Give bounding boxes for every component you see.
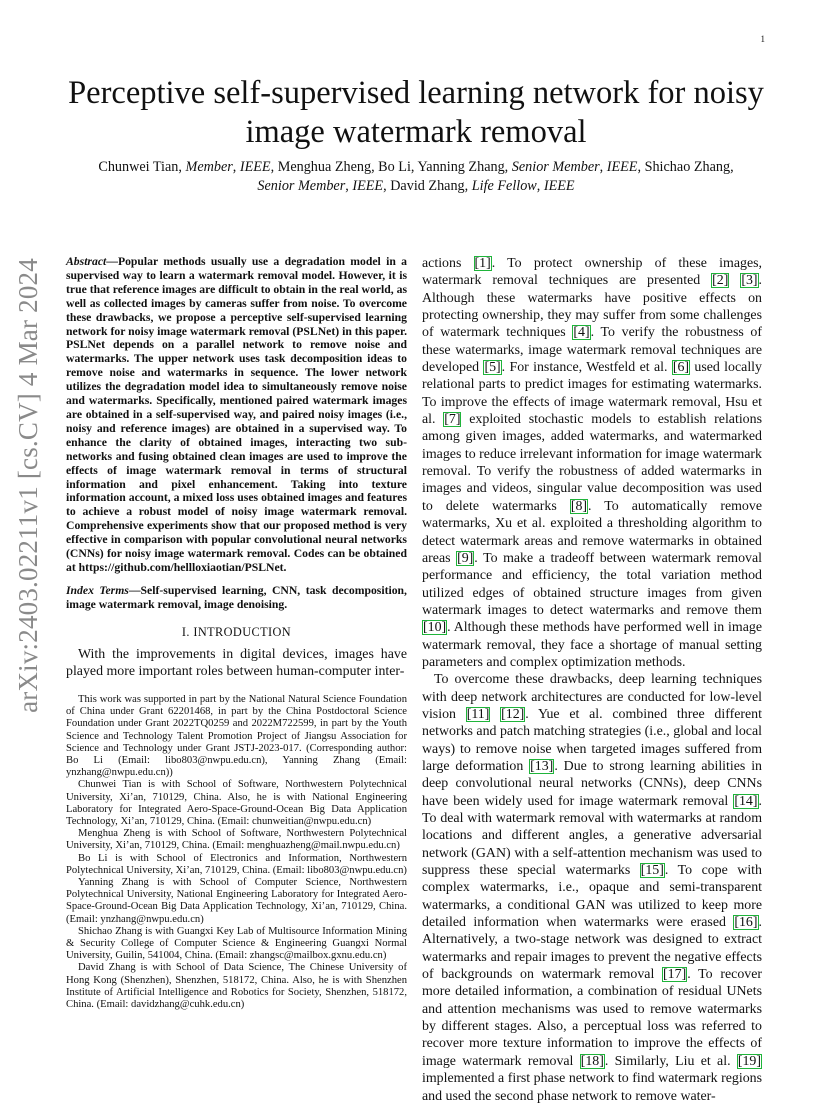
body-text: actions xyxy=(422,256,474,271)
author-org: IEEE xyxy=(352,178,384,194)
author-role: Member xyxy=(185,159,233,175)
body-text: . To verify the robustness of these watermarks, image watermark removal techniques are developed xyxy=(422,325,763,376)
author-org: IEEE xyxy=(543,178,575,194)
citation-link[interactable]: [11] xyxy=(466,706,490,722)
body-text: To overcome these drawbacks, deep learning techniques with deep network architectures are conducted for low-level vision xyxy=(422,672,762,722)
footnote: Bo Li is with School of Electronics and Information, Northwestern Polytechnical University, Xi’an, 710129, China. (Email: libo803@nwpu.edu.cn) xyxy=(66,852,407,876)
page-number: 1 xyxy=(760,34,765,44)
body-paragraph xyxy=(422,255,762,671)
author-names: Menghua Zheng, Bo Li, Yanning Zhang, xyxy=(277,159,512,175)
body-text: . To automatically remove watermarks, Xu et al. exploited a thresholding algorithm to detect watermark areas and remove watermarks in obtained areas xyxy=(422,498,762,566)
body-text: . To make a tradeoff between watermark removal performance and efficiency, the total variation method utilized edges of obtained structure images from given watermark images to detect watermarks and remove them xyxy=(422,550,762,618)
index-terms xyxy=(66,584,407,612)
citation-link[interactable]: [5] xyxy=(484,360,501,376)
citation-link[interactable]: [12] xyxy=(501,706,525,722)
body-text: exploited stochastic models to establish relations among given images, added watermarks, and watermarked images to reduce irrelevant information for image watermark removal. To verify the robustness of added watermarks in images and videos, singular value decomposition was used to delete watermarks xyxy=(422,412,762,514)
author-zhang-david: David Zhang, xyxy=(390,178,472,194)
left-column xyxy=(66,255,407,1011)
citation-link[interactable]: [8] xyxy=(570,498,588,514)
citation-link[interactable]: [15] xyxy=(640,863,664,879)
author-tian: Chunwei Tian, xyxy=(98,159,186,175)
citation-link[interactable]: [6] xyxy=(672,360,690,376)
body-text: . To cope with complex watermarks, i.e., opaque and semi-transparent watermarks, a conditional GAN was utilized to keep more detailed information when watermarks were erased xyxy=(422,863,762,931)
citation-link[interactable]: [10] xyxy=(423,620,447,636)
body-text xyxy=(729,273,740,288)
author-role: Senior Member xyxy=(511,159,600,175)
citation-link[interactable]: [17] xyxy=(663,967,687,983)
author-role: Life Fellow xyxy=(471,178,537,194)
footnote: Yanning Zhang is with School of Computer Science, Northwestern Polytechnical University, National Engineering Laboratory for Integrated Aero-Space-Ground-Ocean Big Data Application Technology, Xi’an, 710129, China. (Email: ynzhang@nwpu.edu.cn) xyxy=(66,877,407,925)
citation-link[interactable]: [7] xyxy=(444,412,461,428)
citation-link[interactable]: [18] xyxy=(580,1053,604,1069)
body-text: . Although these methods have performed well in image watermark removal, they face a shortage of manual setting parameters and complex optimization methods. xyxy=(422,620,762,670)
abstract-label: Abstract xyxy=(66,255,107,268)
right-column xyxy=(422,255,762,1105)
body-text: . Yue et al. combined three different networks and patch matching strategies (i.e., global and local ways) to remove noise when targeted images suffered from large deformation xyxy=(422,706,762,774)
paper-title: Perceptive self-supervised learning network for noisy image watermark removal xyxy=(68,75,764,150)
author-org: IEEE xyxy=(239,159,271,175)
author-role: Senior Member xyxy=(257,178,346,194)
footnote: David Zhang is with School of Data Science, The Chinese University of Hong Kong (Shenzhen), Shenzhen, 518172, China. Also, he is with Shenzhen Institute of Artificial Intelligence and Robotics for Society, Shenzhen, 518172, China. (Email: davidzhang@cuhk.edu.cn) xyxy=(66,962,407,1011)
citation-link[interactable]: [2] xyxy=(712,273,729,289)
body-text: . For instance, Westfeld et al. xyxy=(501,360,672,376)
citation-link[interactable]: [16] xyxy=(734,915,758,931)
citation-link[interactable]: [9] xyxy=(457,550,474,566)
author-org: IEEE xyxy=(606,159,638,175)
footnotes xyxy=(66,694,407,1011)
body-text: . Similarly, Liu et al. xyxy=(604,1053,737,1069)
citation-link[interactable]: [4] xyxy=(573,325,590,341)
body-text: . Alternatively, a two-stage network was designed to extract watermarks and repair images to prevent the negative effects of backgrounds on watermark removal xyxy=(422,915,762,983)
citation-link[interactable]: [19] xyxy=(737,1053,761,1069)
author-list: Chunwei Tian, Member, IEEE, Menghua Zheng, Bo Li, Yanning Zhang, Senior Member, IEEE, Shichao Zhang, Senior Member, IEEE, David Zhang, Life Fellow, IEEE xyxy=(98,159,734,194)
body-text: . To protect ownership of these images, watermark removal techniques are presented xyxy=(422,256,762,289)
body-text: . Due to strong learning abilities in deep convolutional neural networks (CNNs), deep CNNs have been widely used for image watermark removal xyxy=(422,758,763,809)
intro-paragraph: With the improvements in digital devices, images have played more important roles between human-computer inter- xyxy=(66,646,407,679)
body-text: used locally relational parts to predict images for estimating watermarks. To improve the effects of image watermark removal, Hsu et al. xyxy=(422,360,762,428)
citation-link[interactable]: [13] xyxy=(530,758,554,774)
arxiv-stamp xyxy=(8,257,48,713)
footnote: Chunwei Tian is with School of Software, Northwestern Polytechnical University, Xi’an, 710129, China. Also, he is with National Engineering Laboratory for Integrated Aero-Space-Ground-Ocean Big Data Application Technology, Xi’an, 710129, China. (Email: chunweitian@nwpu.edu.cn) xyxy=(66,779,407,827)
body-text: implemented a first phase network to find watermark regions and used the second phase network to remove water- xyxy=(422,1071,762,1104)
abstract xyxy=(66,255,407,575)
footnote: Menghua Zheng is with School of Software, Northwestern Polytechnical University, Xi’an, 710129, China. (Email: menghuazheng@mail.nwpu.edu.cn) xyxy=(66,828,407,852)
footnote: Shichao Zhang is with Guangxi Key Lab of Multisource Information Mining & Security College of Computer Science & Engineering Guangxi Normal University, Guilin, 541004, China. (Email: zhangsc@mailbox.gxnu.edu.cn) xyxy=(66,925,407,962)
body-text: . To deal with watermark removal with watermarks at random locations and different angles, a generative adversarial network (GAN) with a self-attention mechanism was used to suppress these special watermarks xyxy=(422,793,762,879)
footnote: This work was supported in part by the National Natural Science Foundation of China under Grant 62201468, in part by the China Postdoctoral Science Foundation under Grant 2022TQ0259 and 2022M722599, in part by the Youth Science and Technology Talent Promotion Project of Jiangsu Association for Science and Technology under Grant JSTJ-2023-017. (Corresponding author: Bo Li (Email: libo803@nwpu.edu.cn), Yanning Zhang (Email: ynzhang@nwpu.edu.cn)) xyxy=(66,693,407,779)
body-paragraph xyxy=(422,671,762,1105)
citation-link[interactable]: [3] xyxy=(741,273,758,289)
citation-link[interactable]: [1] xyxy=(474,256,491,271)
index-terms-label: Index Terms xyxy=(66,583,129,597)
arxiv-stamp-text: arXiv:2403.02211v1 [cs.CV] 4 Mar 2024 xyxy=(12,257,43,713)
section-heading: I. INTRODUCTION xyxy=(181,624,292,639)
body-text: . To recover more detailed information, a combination of residual UNets and attention mechanisms was used to remove watermarks by different stages. Also, a perceptual loss was referred to recover more texture information to improve the effects of image watermark removal xyxy=(422,967,763,1069)
citation-link[interactable]: [14] xyxy=(734,793,758,809)
index-terms-text: —Self-supervised learning, CNN, task decomposition, image watermark removal, image denoising. xyxy=(66,583,407,611)
abstract-text: —Popular methods usually use a degradation model in a supervised way to learn a watermark removal model. However, it is true that reference images are difficult to obtain in the real world, as well as collected images by cameras suffer from noise. To overcome these drawbacks, we propose a perceptive self-supervised learning network for noisy image watermark removal (PSLNet) in this paper. PSLNet depends on a parallel network to remove noise and watermarks. The upper network uses task decomposition ideas to remove noise and watermarks in sequence. The lower network utilizes the degradation model idea to simultaneously remove noise and watermarks. Specifically, mentioned paired watermark images are obtained in a self-supervised way, and paired noisy images (i.e., noisy and reference images) are obtained in a supervised way. To enhance the clarity of obtained images, interacting two sub-networks and fusing obtained clean images are used to improve the effects of image watermark removal in terms of structural information and pixel enhancement. Taking into texture information account, a mixed loss uses obtained images and features to achieve a robust model of noisy image watermark removal. Comprehensive experiments show that our proposed method is very effective in comparison with popular convolutional neural networks (CNNs) for noisy image watermark removal. Codes can be obtained at https://github.com/hellloxiaotian/PSLNet. xyxy=(66,255,407,574)
body-text: . Although these watermarks have positive effects on protecting ownership, they may suffer from some challenges of watermark techniques xyxy=(422,273,762,341)
body-text xyxy=(490,707,500,722)
author-zhang-shichao: Shichao Zhang, xyxy=(644,159,734,175)
